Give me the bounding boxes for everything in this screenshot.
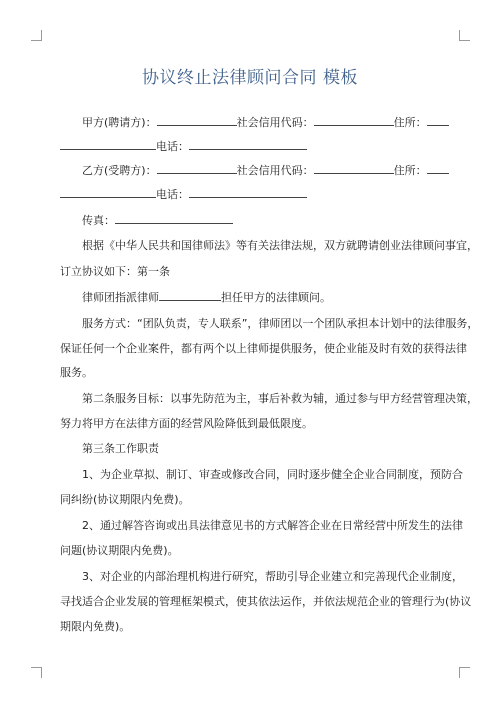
paragraph-2-suffix: 担任甲方的法律顾问。 (221, 291, 331, 304)
paragraph-2-prefix: 律师团指派律师 (82, 291, 159, 304)
party-b-line (60, 163, 462, 179)
corner-mark-bottom-left (31, 667, 42, 678)
party-a-credit-blank[interactable] (314, 115, 394, 126)
lawyer-name-blank[interactable] (159, 290, 221, 301)
party-b-fax-label: 传真： (82, 214, 115, 227)
paragraph-1-line-2: 订立协议如下：第一条 (60, 265, 170, 278)
party-a-line (60, 115, 462, 131)
party-b-address-blank-cont[interactable] (60, 187, 156, 198)
party-b-address-label: 住所： (393, 164, 427, 177)
party-a-address-blank[interactable] (427, 115, 449, 126)
paragraph-7-line-2: 问题(协议期限内免费)。 (60, 544, 179, 557)
corner-mark-top-left (31, 30, 42, 41)
party-b-name-blank[interactable] (157, 163, 237, 174)
paragraph-4-line-1: 第二条服务目标：以事先防范为主，事后补救为辅，通过参与甲方经营管理决策， (82, 392, 478, 405)
paragraph-2 (60, 290, 462, 306)
paragraph-6-line-2: 同纠纷(协议期限内免费)。 (60, 493, 190, 506)
party-a-name-blank[interactable] (157, 115, 237, 126)
paragraph-6-line-1: 1、为企业草拟、制订、审查或修改合同，同时逐步健全企业合同制度，预防合 (82, 468, 463, 481)
party-a-phone-line (60, 139, 440, 155)
paragraph-7-line-1: 2、通过解答咨询或出具法律意见书的方式解答企业在日常经营中所发生的法律 (82, 519, 463, 532)
party-a-phone-label: 电话： (156, 140, 189, 153)
section-3-heading: 第三条工作职责 (82, 442, 159, 455)
party-a-label: 甲方(聘请方)： (82, 116, 157, 129)
party-a-address-label: 住所： (393, 116, 427, 129)
party-b-label: 乙方(受聘方)： (82, 164, 157, 177)
party-b-fax-blank[interactable] (115, 213, 233, 224)
paragraph-8-line-2: 寻找适合企业发展的管理框架模式，使其依法运作，并依法规范企业的管理行为(协议 (60, 595, 472, 608)
paragraph-8-line-3: 期限内免费)。 (60, 620, 131, 633)
party-b-address-blank[interactable] (427, 163, 449, 174)
party-a-credit-label: 社会信用代码： (236, 116, 314, 129)
party-a-address-blank-cont[interactable] (60, 139, 156, 150)
document-title: 协议终止法律顾问合同 模板 (142, 68, 358, 88)
party-b-fax-line (60, 213, 462, 229)
paragraph-4-line-2: 努力将甲方在法律方面的经营风险降低到最低限度。 (60, 417, 313, 430)
party-b-credit-blank[interactable] (314, 163, 394, 174)
paragraph-8-line-1: 3、对企业的内部治理机构进行研究，帮助引导企业建立和完善现代企业制度， (82, 570, 463, 583)
paragraph-3-line-1: 服务方式：“团队负责，专人联系”，律师团以一个团队承担本计划中的法律服务， (82, 317, 479, 330)
corner-mark-top-right (459, 30, 470, 41)
party-b-phone-label: 电话： (156, 188, 189, 201)
paragraph-3-line-3: 服务。 (60, 366, 93, 379)
party-b-phone-blank[interactable] (189, 187, 307, 198)
party-a-phone-blank[interactable] (189, 139, 307, 150)
paragraph-1-line-1: 根据《中华人民共和国律师法》等有关法律法规，双方就聘请创业法律顾问事宜， (82, 239, 478, 252)
party-b-phone-line (60, 187, 440, 203)
party-b-credit-label: 社会信用代码： (236, 164, 314, 177)
paragraph-3-line-2: 保证任何一个企业案件，都有两个以上律师提供服务，使企业能及时有效的获得法律 (60, 342, 467, 355)
corner-mark-bottom-right (459, 667, 470, 678)
